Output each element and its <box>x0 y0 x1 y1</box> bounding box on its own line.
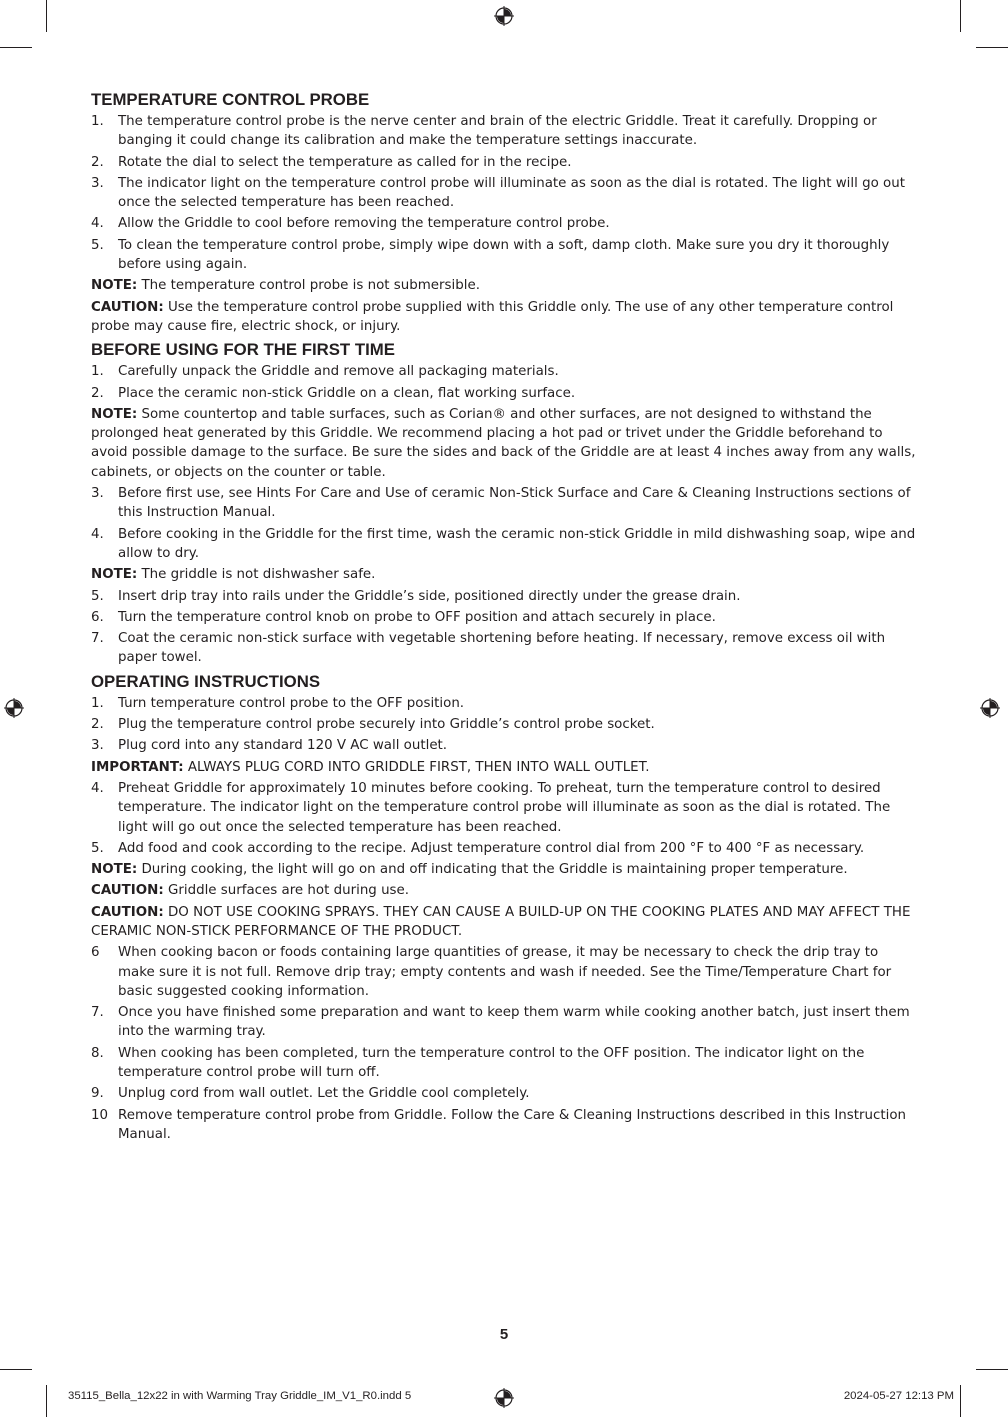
note-label: IMPORTANT: <box>91 759 184 775</box>
crop-mark <box>976 47 1008 48</box>
list-item-text: When cooking bacon or foods containing large quantities of grease, it may be necessary to check the drip tray to make sure it is not full. Remove drip tray; empty contents and wash if needed. See the Time/Temperature Chart for basic suggested cooking information. <box>118 945 892 999</box>
list-item-number: 1. <box>91 695 104 711</box>
list-item-text: Carefully unpack the Griddle and remove all packaging materials. <box>118 364 559 380</box>
list-item <box>91 608 917 627</box>
list-item-number: 4. <box>91 780 104 796</box>
list-item-text: When cooking has been completed, turn the temperature control to the OFF position. The indicator light on the temperature control probe will turn off. <box>118 1045 865 1081</box>
list-item <box>91 214 917 233</box>
note-label: NOTE: <box>91 862 138 878</box>
list-item <box>91 236 917 275</box>
note-paragraph <box>91 881 917 900</box>
note-text: Use the temperature control probe supplied with this Griddle only. The use of any other temperature control probe may cause fire, electric shock, or injury. <box>91 299 894 334</box>
list-item-number: 9. <box>91 1086 104 1102</box>
list-item-text: Coat the ceramic non-stick surface with vegetable shortening before heating. If necessary, remove excess oil with paper towel. <box>118 631 886 666</box>
list-item <box>91 1003 917 1042</box>
list-item-number: 2. <box>91 154 104 170</box>
list-item <box>91 112 917 151</box>
list-item <box>91 153 917 172</box>
section-heading: OPERATING INSTRUCTIONS <box>91 671 321 691</box>
list-item-number: 6. <box>91 609 104 625</box>
list-item-text: Add food and cook according to the recipe. Adjust temperature control dial from 200 °F to 400 °F as necessary. <box>118 840 865 856</box>
list-item <box>91 694 917 713</box>
registration-mark-icon <box>4 698 24 718</box>
note-label: CAUTION: <box>91 299 164 315</box>
note-paragraph <box>91 565 917 584</box>
list-item-number: 3. <box>91 486 104 502</box>
note-paragraph <box>91 758 917 777</box>
slug-file-info: 35115_Bella_12x22 in with Warming Tray Griddle_IM_V1_R0.indd 5 <box>68 1390 412 1402</box>
list-item-number: 8. <box>91 1045 104 1061</box>
list-item-number: 4. <box>91 526 104 542</box>
section-before-first-use <box>91 340 917 667</box>
note-paragraph <box>91 276 917 295</box>
note-text: During cooking, the light will go on and off indicating that the Griddle is maintaining proper temperature. <box>137 862 848 878</box>
note-paragraph <box>91 860 917 879</box>
crop-mark <box>976 1369 1008 1370</box>
list-item-text: Insert drip tray into rails under the Griddle’s side, positioned directly under the grease drain. <box>118 588 741 604</box>
note-label: CAUTION: <box>91 904 164 920</box>
list-item <box>91 174 917 213</box>
list-item-text: To clean the temperature control probe, simply wipe down with a soft, damp cloth. Make sure you dry it thoroughly before using again. <box>118 237 890 273</box>
list-item-text: Turn temperature control probe to the OFF position. <box>118 695 465 711</box>
list-item-number: 1. <box>91 364 104 380</box>
list-item-text: Rotate the dial to select the temperature as called for in the recipe. <box>118 154 572 170</box>
note-text: DO NOT USE COOKING SPRAYS. THEY CAN CAUSE A BUILD-UP ON THE COOKING PLATES AND MAY AFFECT THE CERAMIC NON-STICK PERFORMANCE OF THE PRODUCT. <box>91 904 911 939</box>
list-item-number: 5. <box>91 588 104 604</box>
section-temperature-control-probe <box>91 90 917 336</box>
crop-mark <box>960 0 961 32</box>
list-item <box>91 779 917 837</box>
crop-mark <box>0 1369 32 1370</box>
list-item-text: The temperature control probe is the nerve center and brain of the electric Griddle. Treat it carefully. Dropping or banging it could change its calibration and make the temperature settings inaccurate. <box>118 114 877 149</box>
crop-mark <box>960 1385 961 1417</box>
list-item <box>91 384 917 403</box>
note-paragraph <box>91 298 917 337</box>
list-item-text: Before cooking in the Griddle for the first time, wash the ceramic non-stick Griddle in mild dishwashing soap, wipe and allow to dry. <box>118 526 916 561</box>
slug-datetime: 2024-05-27 12:13 PM <box>843 1390 954 1402</box>
note-text: Some countertop and table surfaces, such as Corian® and other surfaces, are not designed to withstand the prolonged heat generated by this Griddle. We recommend placing a hot pad or trivet under the Griddle beforehand to avoid possible damage to the surface. Be sure the sides and back of the Griddle are at least 4 inches away from any walls, cabinets, or objects on the counter or table. <box>91 406 916 480</box>
note-label: NOTE: <box>91 567 138 583</box>
registration-mark-icon <box>494 1388 514 1408</box>
list-item-number: 5. <box>91 237 104 253</box>
list-item <box>91 362 917 381</box>
list-item-text: Before first use, see Hints For Care and Use of ceramic Non-Stick Surface and Care & Cleaning Instructions sections of this Instruction Manual. <box>118 486 911 521</box>
list-item-text: Place the ceramic non-stick Griddle on a clean, flat working surface. <box>118 385 576 401</box>
crop-mark <box>0 47 32 48</box>
list-item-number: 5. <box>91 840 104 856</box>
crop-mark <box>46 0 47 32</box>
list-item-number: 1. <box>91 114 104 129</box>
list-item-number: 4. <box>91 216 104 232</box>
note-text: ALWAYS PLUG CORD INTO GRIDDLE FIRST, THEN INTO WALL OUTLET. <box>183 759 650 775</box>
list-item-text: Unplug cord from wall outlet. Let the Griddle cool completely. <box>118 1086 530 1102</box>
list-item-number: 2. <box>91 717 104 733</box>
list-item-text: Plug the temperature control probe securely into Griddle’s control probe socket. <box>118 717 655 733</box>
crop-mark <box>46 1385 47 1417</box>
list-item <box>91 587 917 606</box>
list-item <box>91 629 917 668</box>
list-item-number: 2. <box>91 385 104 401</box>
list-item <box>91 943 917 1001</box>
list-item-number: 3. <box>91 738 104 754</box>
registration-mark-icon <box>980 698 1000 718</box>
section-operating-instructions <box>91 672 917 1145</box>
list-item-text: Remove temperature control probe from Griddle. Follow the Care & Cleaning Instructions described in this Instruction Manual. <box>118 1107 907 1142</box>
list-item-text: Turn the temperature control knob on probe to OFF position and attach securely in place. <box>118 609 716 625</box>
note-label: NOTE: <box>91 278 138 294</box>
list-item-text: Allow the Griddle to cool before removing the temperature control probe. <box>118 216 610 232</box>
list-item <box>91 1084 917 1103</box>
registration-mark-icon <box>494 6 514 26</box>
list-item <box>91 1044 917 1083</box>
list-item-number: 3. <box>91 175 104 191</box>
note-label: NOTE: <box>91 406 138 422</box>
note-text: The griddle is not dishwasher safe. <box>137 567 376 583</box>
note-label: CAUTION: <box>91 883 164 899</box>
page-number: 5 <box>499 1326 509 1343</box>
list-item-number: 6 <box>91 945 100 961</box>
note-text: Griddle surfaces are hot during use. <box>163 883 410 899</box>
list-item <box>91 839 917 858</box>
list-item <box>91 715 917 734</box>
list-item <box>91 1106 917 1145</box>
note-paragraph <box>91 903 917 942</box>
list-item <box>91 484 917 523</box>
list-item-number: 7. <box>91 1005 104 1021</box>
list-item-number: 7. <box>91 631 104 647</box>
list-item <box>91 736 917 755</box>
list-item <box>91 525 917 564</box>
note-paragraph <box>91 405 917 482</box>
list-item-text: Once you have finished some preparation and want to keep them warm while cooking another batch, just insert them into the warming tray. <box>118 1005 910 1040</box>
list-item-text: The indicator light on the temperature control probe will illuminate as soon as the dial is rotated. The light will go out once the selected temperature has been reached. <box>118 175 905 211</box>
section-heading: BEFORE USING FOR THE FIRST TIME <box>91 340 395 360</box>
section-heading: TEMPERATURE CONTROL PROBE <box>91 90 370 109</box>
list-item-text: Preheat Griddle for approximately 10 minutes before cooking. To preheat, turn the temperature control to desired temperature. The indicator light on the temperature control probe will illuminate as soon as the dial is rotated. The light will go out once the selected temperature has been reached. <box>118 780 891 835</box>
list-item-number: 10 <box>91 1107 109 1123</box>
list-item-text: Plug cord into any standard 120 V AC wall outlet. <box>118 738 448 754</box>
note-text: The temperature control probe is not submersible. <box>137 278 480 294</box>
document-body <box>91 90 917 1148</box>
